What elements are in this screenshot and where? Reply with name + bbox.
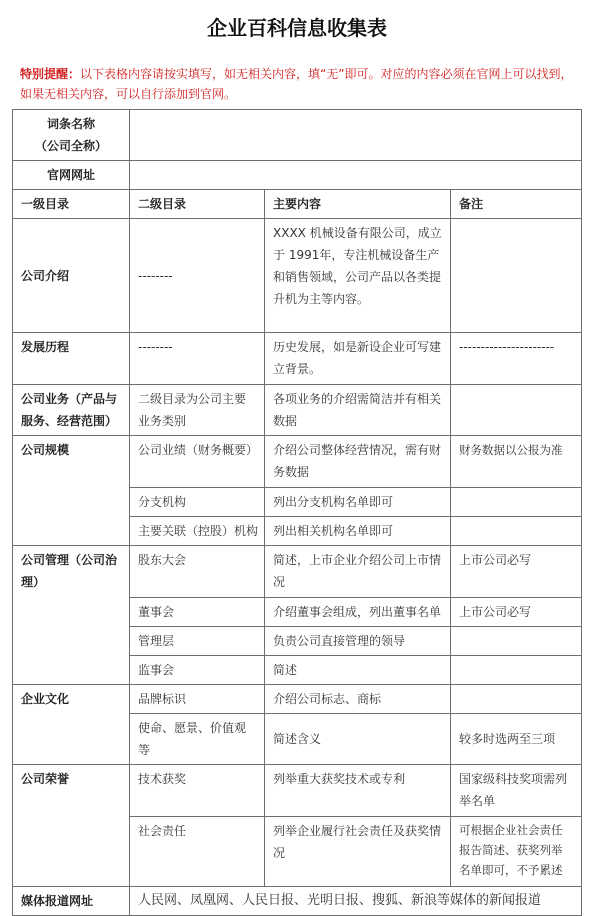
cell-level2: 董事会 xyxy=(130,598,265,627)
table-row xyxy=(13,546,582,598)
entry-name-field[interactable] xyxy=(130,110,582,161)
cell-content: XXXX 机械设备有限公司，成立于 1991年，专注机械设备生产和销售领域，公司产品以各类提升机为主等内容。 xyxy=(265,219,451,333)
cell-level2: -------- xyxy=(130,333,265,385)
cell-note: 较多时选两至三项 xyxy=(451,714,582,765)
cell-note: 可根据企业社会责任报告简述、获奖列举名单即可，不予累述 xyxy=(451,817,582,887)
media-value: 人民网、凤凰网、人民日报、光明日报、搜狐、新浪等媒体的新闻报道 xyxy=(130,887,582,916)
cell-level2: 使命、愿景、价值观等 xyxy=(130,714,265,765)
cell-level1: 企业文化 xyxy=(13,685,130,765)
cell-level1: 公司荣誉 xyxy=(13,765,130,887)
media-label: 媒体报道网址 xyxy=(13,887,130,916)
website-field[interactable] xyxy=(130,161,582,190)
table-row xyxy=(13,333,582,385)
cell-content: 列举重大获奖技术或专利 xyxy=(265,765,451,817)
cell-level1: 公司规模 xyxy=(13,436,130,546)
website-label: 官网网址 xyxy=(13,161,130,190)
cell-level1: 公司介绍 xyxy=(13,219,130,333)
cell-level1: 公司管理（公司治理） xyxy=(13,546,130,685)
cell-content: 介绍董事会组成，列出董事名单 xyxy=(265,598,451,627)
cell-content: 负责公司直接管理的领导 xyxy=(265,627,451,656)
cell-note xyxy=(451,488,582,517)
entry-name-label: 词条名称 （公司全称） xyxy=(13,110,130,161)
cell-note: 财务数据以公报为准 xyxy=(451,436,582,488)
cell-level2: 分支机构 xyxy=(130,488,265,517)
cell-level1: 公司业务（产品与服务、经营范围） xyxy=(13,385,130,436)
cell-content: 列出分支机构名单即可 xyxy=(265,488,451,517)
cell-note xyxy=(451,219,582,333)
cell-content: 介绍公司标志、商标 xyxy=(265,685,451,714)
special-notice xyxy=(20,64,580,104)
header-note: 备注 xyxy=(451,190,582,219)
notice-text: 以下表格内容请按实填写，如无相关内容，填“无”即可。对应的内容必须在官网上可以找到，如果无相关内容，可以自行添加到官网。 xyxy=(20,67,573,101)
cell-content: 简述，上市企业介绍公司上市情况 xyxy=(265,546,451,598)
cell-note: ---------------------- xyxy=(451,333,582,385)
cell-level2: 管理层 xyxy=(130,627,265,656)
cell-level2: 监事会 xyxy=(130,656,265,685)
cell-note xyxy=(451,685,582,714)
cell-note: 国家级科技奖项需列举名单 xyxy=(451,765,582,817)
cell-content: 简述 xyxy=(265,656,451,685)
table-row xyxy=(13,887,582,916)
cell-level2: 二级目录为公司主要业务类别 xyxy=(130,385,265,436)
cell-content: 列举企业履行社会责任及获奖情况 xyxy=(265,817,451,887)
table-row xyxy=(13,685,582,714)
header-content: 主要内容 xyxy=(265,190,451,219)
table-row xyxy=(13,110,582,161)
cell-content: 历史发展，如是新设企业可写建立背景。 xyxy=(265,333,451,385)
cell-content: 各项业务的介绍需简洁并有相关数据 xyxy=(265,385,451,436)
cell-level2: 公司业绩（财务概要） xyxy=(130,436,265,488)
cell-content: 简述含义 xyxy=(265,714,451,765)
cell-note xyxy=(451,656,582,685)
cell-content: 介绍公司整体经营情况，需有财务数据 xyxy=(265,436,451,488)
cell-note xyxy=(451,627,582,656)
cell-level2: 股东大会 xyxy=(130,546,265,598)
cell-level2: 主要关联（控股）机构 xyxy=(130,517,265,546)
table-row xyxy=(13,765,582,817)
info-collection-table xyxy=(12,109,582,916)
cell-level1: 发展历程 xyxy=(13,333,130,385)
cell-note: 上市公司必写 xyxy=(451,546,582,598)
cell-level2: 技术获奖 xyxy=(130,765,265,817)
table-row xyxy=(13,385,582,436)
cell-level2: -------- xyxy=(130,219,265,333)
header-level2: 二级目录 xyxy=(130,190,265,219)
table-row xyxy=(13,161,582,190)
notice-lead: 特别提醒： xyxy=(20,67,81,81)
cell-note xyxy=(451,385,582,436)
table-row xyxy=(13,219,582,333)
header-level1: 一级目录 xyxy=(13,190,130,219)
cell-level2: 品牌标识 xyxy=(130,685,265,714)
cell-note xyxy=(451,517,582,546)
cell-content: 列出相关机构名单即可 xyxy=(265,517,451,546)
table-row xyxy=(13,436,582,488)
page-title: 企业百科信息收集表 xyxy=(207,16,387,40)
table-header-row xyxy=(13,190,582,219)
cell-note: 上市公司必写 xyxy=(451,598,582,627)
cell-level2: 社会责任 xyxy=(130,817,265,887)
